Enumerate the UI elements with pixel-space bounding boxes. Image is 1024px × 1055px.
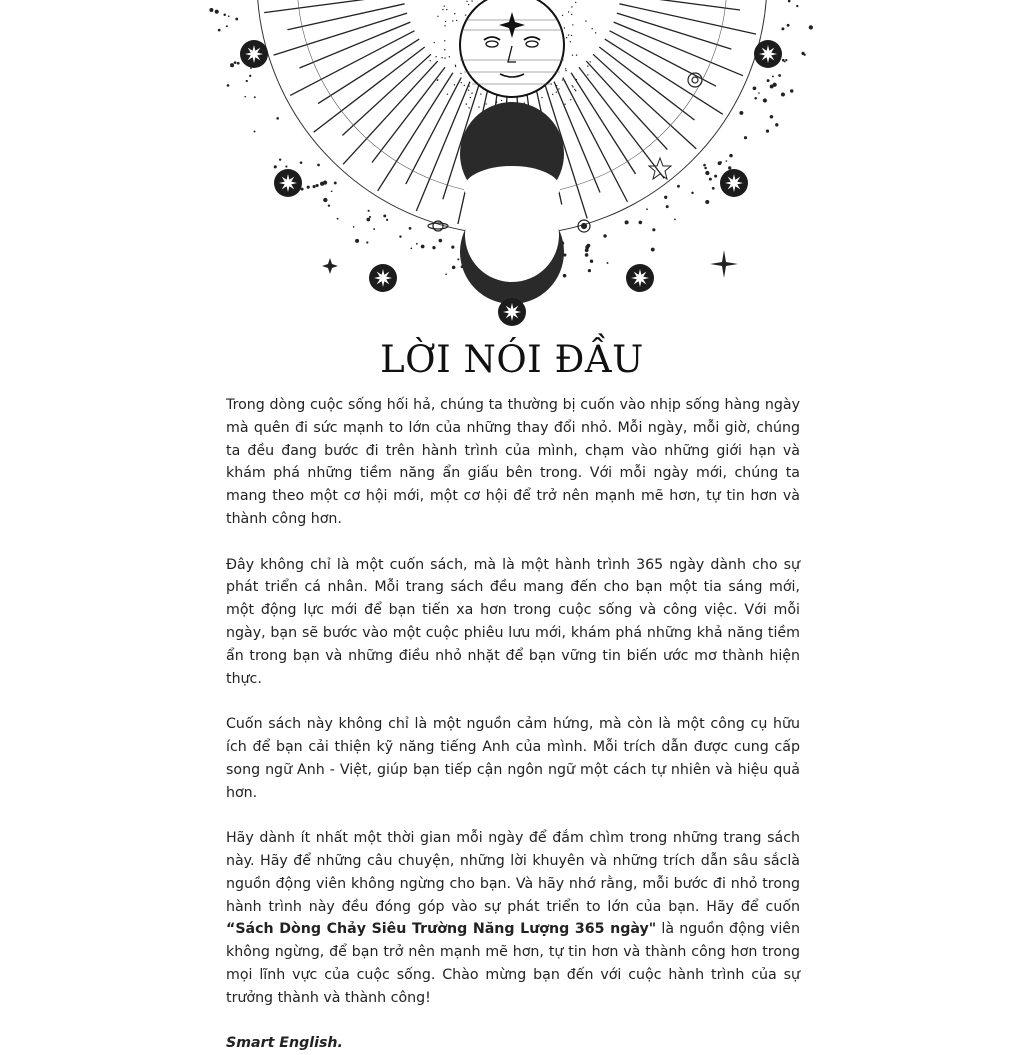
star-dot — [565, 68, 566, 69]
star-dot — [664, 196, 667, 199]
star-dot — [334, 182, 337, 185]
star-dot — [651, 248, 655, 252]
star-dot — [228, 15, 230, 17]
star-dot — [547, 93, 548, 94]
star-dot — [763, 98, 767, 102]
star-dot — [383, 214, 386, 217]
star-dot — [784, 61, 786, 63]
star-dot — [226, 25, 228, 27]
star-dot — [564, 81, 565, 82]
star-dot — [468, 4, 469, 5]
sun-ray — [372, 67, 445, 162]
star-dot — [480, 93, 481, 94]
star-dot — [501, 100, 502, 101]
star-dot — [566, 37, 567, 38]
star-dot — [444, 5, 445, 6]
star-dot — [432, 246, 435, 249]
star-dot — [444, 25, 445, 26]
star-badge-icon — [626, 264, 654, 292]
star-dot — [778, 74, 781, 77]
star-dot — [570, 99, 571, 100]
star-dot — [588, 269, 591, 272]
star-dot — [410, 247, 412, 249]
star-dot — [373, 228, 375, 230]
star-dot — [572, 54, 573, 55]
star-dot — [478, 106, 479, 107]
star-dot — [563, 274, 567, 278]
star-dot — [705, 171, 709, 175]
star-dot — [496, 102, 497, 103]
star-dot — [246, 80, 248, 82]
star-dot — [674, 219, 676, 221]
star-dot — [223, 14, 226, 17]
star-dot — [562, 15, 563, 16]
star-dot — [564, 27, 565, 28]
star-dot — [785, 59, 787, 61]
star-dot — [562, 79, 563, 80]
star-dot — [754, 97, 757, 100]
star-dot — [447, 93, 448, 94]
star-dot — [320, 182, 324, 186]
star-dot — [244, 96, 246, 98]
star-dot — [316, 184, 319, 187]
star-dot — [652, 228, 655, 231]
star-dot — [442, 9, 443, 10]
star-dot — [230, 63, 234, 67]
sun-ray — [318, 39, 419, 103]
star-dot — [719, 161, 722, 164]
star-dot — [541, 97, 542, 98]
star-dot — [331, 190, 333, 192]
star-dot — [455, 66, 456, 67]
star-dot — [254, 96, 256, 98]
star-dot — [646, 208, 648, 210]
sun-ray — [274, 13, 408, 55]
star-dot — [249, 75, 251, 77]
sun-ray — [614, 22, 743, 76]
star-dot — [781, 92, 785, 96]
star-dot — [209, 8, 213, 12]
star-dot — [587, 74, 588, 75]
star-dot — [571, 6, 572, 7]
paragraph — [226, 827, 800, 1009]
star-dot — [804, 54, 806, 56]
star-dot — [461, 82, 462, 83]
star-dot — [595, 32, 596, 33]
star-dot — [770, 115, 774, 119]
star-dot — [317, 164, 320, 167]
star-dot — [466, 1, 467, 2]
star-dot — [677, 185, 680, 188]
star-dot — [227, 84, 230, 87]
star-dot — [787, 24, 790, 27]
sun-ray — [586, 61, 667, 149]
star-dot — [485, 103, 486, 104]
star-dot — [607, 262, 609, 264]
star-badge-icon — [754, 40, 782, 68]
star-dot — [590, 260, 593, 263]
star-dot — [430, 60, 431, 61]
star-dot — [449, 56, 450, 57]
star-dot — [444, 57, 445, 58]
star-dot — [435, 56, 436, 57]
star-dot — [571, 85, 572, 86]
star-dot — [572, 86, 573, 87]
star-dot — [775, 123, 778, 126]
star-dot — [568, 11, 569, 12]
star-dot — [452, 20, 453, 21]
star-dot — [666, 205, 669, 208]
star-dot — [276, 117, 279, 120]
star-dot — [729, 154, 733, 158]
star-dot — [464, 85, 465, 86]
star-dot — [772, 75, 774, 77]
crescent-moon-icon — [460, 188, 564, 304]
star-dot — [556, 85, 557, 86]
star-dot — [744, 136, 747, 139]
star-dot — [337, 218, 339, 220]
star-dot — [575, 90, 576, 91]
star-dot — [446, 9, 447, 10]
sun-ray — [342, 54, 430, 135]
star-dot — [470, 97, 471, 98]
star-dot — [300, 161, 303, 164]
star-dot — [471, 0, 472, 1]
star-dot — [704, 167, 707, 170]
star-dot — [409, 227, 412, 230]
star-dot — [558, 88, 559, 89]
star-dot — [437, 16, 438, 17]
star-dot — [353, 226, 355, 228]
star-badge-icon — [720, 169, 748, 197]
star-dot — [254, 130, 256, 132]
star-dot — [590, 61, 591, 62]
star-dot — [468, 85, 469, 86]
star-dot — [638, 221, 642, 225]
sun-ray — [378, 73, 453, 191]
star-dot — [770, 85, 774, 89]
star-dot — [454, 84, 455, 85]
star-dot — [574, 89, 575, 90]
star-dot — [323, 198, 327, 202]
star-dot — [691, 192, 693, 194]
sun-ray — [314, 47, 425, 132]
star-dot — [714, 175, 717, 178]
star-dot — [571, 14, 572, 15]
star-dot — [218, 29, 221, 32]
sun-ray — [579, 67, 664, 178]
star-dot — [366, 218, 370, 222]
star-dot — [445, 21, 446, 22]
star-dot — [726, 160, 728, 162]
star-dot — [434, 42, 435, 43]
star-dot — [466, 103, 467, 104]
star-dot — [307, 186, 310, 189]
star-dot — [468, 107, 469, 108]
star-dot — [215, 10, 219, 14]
star-dot — [728, 166, 731, 169]
star-dot — [235, 18, 238, 21]
star-badge-icon — [498, 298, 526, 326]
star-dot — [796, 5, 798, 7]
star-dot — [556, 92, 557, 93]
star-dot — [444, 40, 445, 41]
star-dot — [328, 204, 330, 206]
star-dot — [285, 165, 287, 167]
star-dot — [585, 248, 589, 252]
star-dot — [572, 24, 573, 25]
star-dot — [279, 158, 281, 160]
star-dot — [585, 20, 586, 21]
star-dot — [575, 2, 576, 3]
star-dot — [366, 241, 368, 243]
star-dot — [452, 266, 456, 270]
star-dot — [237, 62, 240, 65]
sun-ray — [605, 39, 723, 114]
star-dot — [465, 14, 466, 15]
star-dot — [570, 41, 571, 42]
book-title: “Sách Dòng Chảy Siêu Trường Năng Lượng 365 ngày" — [226, 921, 657, 938]
star-dot — [585, 253, 589, 257]
star-dot — [460, 73, 461, 74]
star-dot — [234, 61, 237, 64]
paragraph: Cuốn sách này không chỉ là một nguồn cảm hứng, mà còn là một công cụ hữu ích để bạn cải thiện kỹ năng tiếng Anh của mình. Mỗi trích dẫn được cung cấp song ngữ Anh - Việt, giúp bạn tiếp cận ngôn ngữ một cách tự nhiên và hiệu quả hơn. — [226, 716, 800, 801]
celestial-illustration — [0, 0, 1024, 335]
star-dot — [767, 79, 770, 82]
star-badge-icon — [369, 264, 397, 292]
star-dot — [437, 80, 438, 81]
star-dot — [368, 210, 370, 212]
sun-ray — [264, 0, 403, 13]
star-dot — [428, 56, 429, 57]
star-dot — [788, 0, 791, 2]
star-dot — [355, 239, 359, 243]
sun-ray — [619, 4, 756, 34]
star-dot — [369, 216, 371, 218]
star-dot — [445, 273, 447, 275]
star-dot — [809, 25, 813, 29]
star-dot — [416, 243, 418, 245]
star-dot — [712, 187, 715, 190]
star-dot — [468, 89, 469, 90]
star-dot — [274, 165, 277, 168]
preface-body — [226, 394, 800, 1055]
star-dot — [753, 86, 757, 90]
star-dot — [587, 65, 588, 66]
star-dot — [439, 239, 443, 243]
star-dot — [625, 220, 629, 224]
star-badge-icon — [240, 40, 268, 68]
sun-ray — [571, 73, 635, 174]
star-dot — [564, 103, 565, 104]
star-dot — [705, 200, 709, 204]
star-dot — [456, 20, 457, 21]
star-dot — [451, 246, 454, 249]
paragraph-text-end: là nguồn động viên không ngừng, để bạn trở nên mạnh mẽ hơn, tự tin hơn và thành công hơn trong mọi lĩnh vực của cuộc sống. Chào mừng bạn đến với cuộc hành trình của sự trưởng thành và thành công! — [226, 921, 800, 1006]
star-dot — [313, 185, 316, 188]
paragraph: Đây không chỉ là một cuốn sách, mà là một hành trình 365 ngày dành cho sự phát triển cá nhân. Mỗi trang sách đều mang đến cho bạn một tia sáng mới, một động lực mới để bạn tiến xa hơn trong cuộc sống và công việc. Với mỗi ngày, bạn sẽ bước vào một cuộc phiêu lưu mới, khám phá những khả năng tiềm ẩn trong bạn và những điều nhỏ nhặt để bạn vững tin biến ước mơ thành hiện thực. — [226, 556, 800, 687]
star-dot — [576, 79, 577, 80]
star-dot — [766, 130, 769, 133]
star-dot — [421, 245, 425, 249]
star-dot — [703, 164, 706, 167]
star-dot — [758, 92, 760, 94]
star-dot — [781, 27, 784, 30]
star-dot — [709, 178, 712, 181]
star-badge-icon — [274, 169, 302, 197]
star-dot — [441, 57, 442, 58]
star-dot — [571, 35, 572, 36]
star-dot — [576, 54, 577, 55]
star-dot — [552, 94, 553, 95]
star-dot — [506, 101, 507, 102]
signature: Smart English. — [226, 1035, 343, 1052]
star-dot — [454, 13, 455, 14]
star-dot — [739, 111, 743, 115]
star-dot — [386, 219, 388, 221]
star-dot — [790, 89, 793, 92]
star-dot — [603, 234, 606, 237]
paragraph-text-start: Hãy dành ít nhất một thời gian mỗi ngày để đắm chìm trong những trang sách này. Hãy để những câu chuyện, những lời khuyên và những trích dẫn sâu sắclà nguồn động viên không ngừng cho bạn. Và hãy nhớ rằng, mỗi bước đi nhỏ trong hành trình này đều đóng góp vào sự phát triển to lớn của bạn. Hãy để cuốn — [226, 830, 800, 915]
star-dot — [444, 49, 445, 50]
sun-ray — [599, 47, 694, 120]
star-dot — [399, 235, 401, 237]
star-dot — [457, 258, 459, 260]
page-title: LỜI NÓI ĐẦU — [380, 338, 644, 381]
star-dot — [471, 92, 472, 93]
sun-face-icon — [460, 0, 564, 97]
paragraph: Trong dòng cuộc sống hối hả, chúng ta thường bị cuốn vào nhịp sống hàng ngày mà quên đi sức mạnh to lớn của những thay đổi nhỏ. Mỗi ngày, mỗi giờ, chúng ta đều đang bước đi trên hành trình của mình, chạm vào những giới hạn và khám phá những tiềm năng ẩn giấu bên trong. Với mỗi ngày mới, chúng ta mang theo một cơ hội mới, một cơ hội để trở nên mạnh mẽ hơn, tự tin hơn và thành công hơn. — [226, 397, 800, 527]
star-dot — [568, 34, 569, 35]
star-dot — [565, 70, 566, 71]
star-dot — [591, 28, 592, 29]
